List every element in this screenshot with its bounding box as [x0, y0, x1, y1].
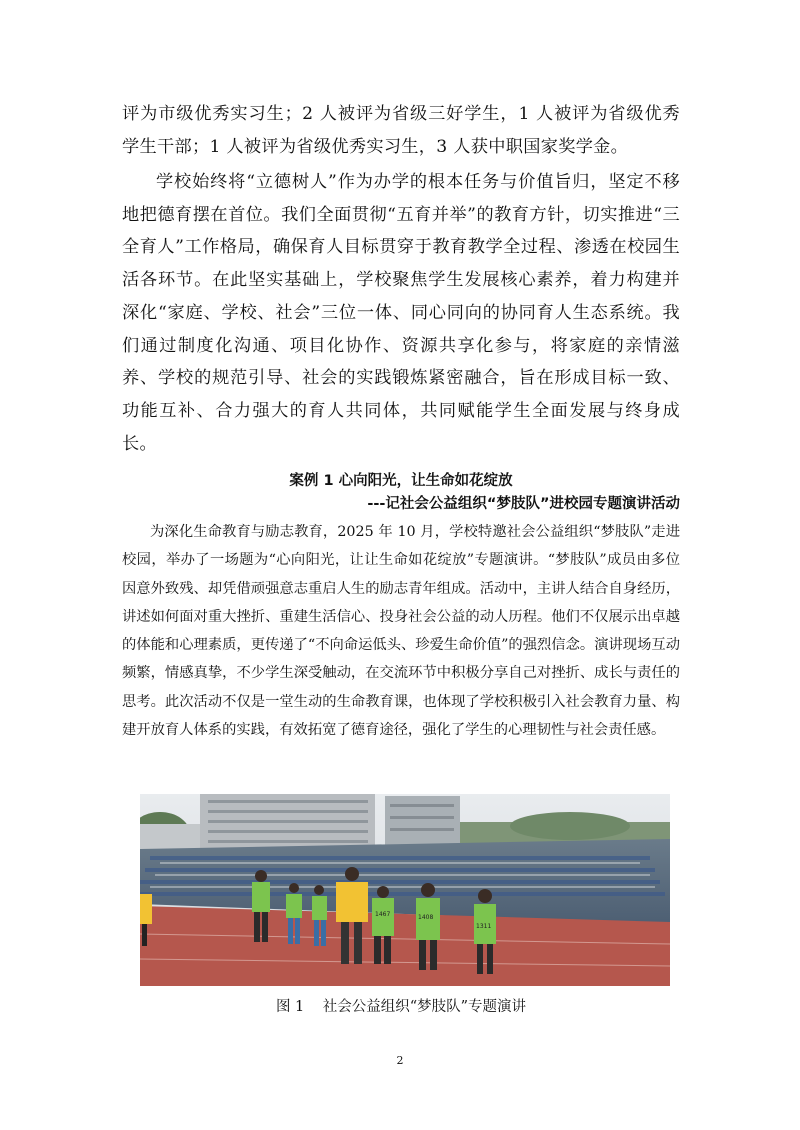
paragraph-moral-education: 学校始终将“立德树人”作为办学的根本任务与价值旨归，坚定不移地把德育摆在首位。我们全面贯彻“五育并举”的教育方针，切实推进“三全育人”工作格局，确保育人目标贯穿于教育教学全过程、渗透在校园生活各环节。在此坚实基础上，学校聚焦学生发展核心素养，着力构建并深化“家庭、学校、社会”三位一体、同心同向的协同育人生态系统。我们通过制度化沟通、项目化协作、资源共享化参与，将家庭的亲情滋养、学校的规范引导、社会的实践锻炼紧密融合，旨在形成目标一致、功能互补、合力强大的育人共同体，共同赋能学生全面发展与终身成长。	[122, 172, 680, 454]
case-subtitle: ---记社会公益组织“梦肢队”进校园专题演讲活动	[367, 496, 680, 512]
case-title: 案例 1 心向阳光，让生命如花绽放	[289, 473, 513, 489]
vest-number-3: 1311	[476, 923, 492, 930]
school-building-right	[385, 796, 460, 846]
vest-number-2: 1408	[418, 914, 434, 921]
paragraph-awards-continued: 评为市级优秀实习生；2 人被评为省级三好学生，1 人被评为省级优秀学生干部；1 人被评为省级优秀实习生，3 人获中职国家奖学金。	[122, 104, 680, 157]
assembly-photo-illustration	[140, 794, 670, 986]
page-number: 2	[396, 1054, 404, 1067]
figure-caption-label: 图 1	[275, 999, 305, 1015]
figure-caption-text: 社会公益组织“梦肢队”专题演讲	[322, 999, 527, 1015]
case-body-paragraph: 为深化生命教育与励志教育，2025 年 10 月，学校特邀社会公益组织“梦肢队”走进校园，举办了一场题为“心向阳光，让让生命如花绽放”专题演讲。“梦肢队”成员由多位因意外致残、却凭借顽强意志重启人生的励志青年组成。活动中，主讲人结合自身经历，讲述如何面对重大挫折、重建生活信心、投身社会公益的动人历程。他们不仅展示出卓越的体能和心理素质，更传递了“不向命运低头、珍爱生命价值”的强烈信念。演讲现场互动频繁，情感真挚，不少学生深受触动，在交流环节中积极分享自己对挫折、成长与责任的思考。此次活动不仅是一堂生动的生命教育课，也体现了学校积极引入社会教育力量、构建开放育人体系的实践，有效拓宽了德育途径，强化了学生的心理韧性与社会责任感。	[122, 524, 680, 739]
assembly-photo	[140, 794, 670, 986]
figure-caption	[122, 996, 680, 1018]
vest-number-1: 1467	[375, 911, 391, 918]
